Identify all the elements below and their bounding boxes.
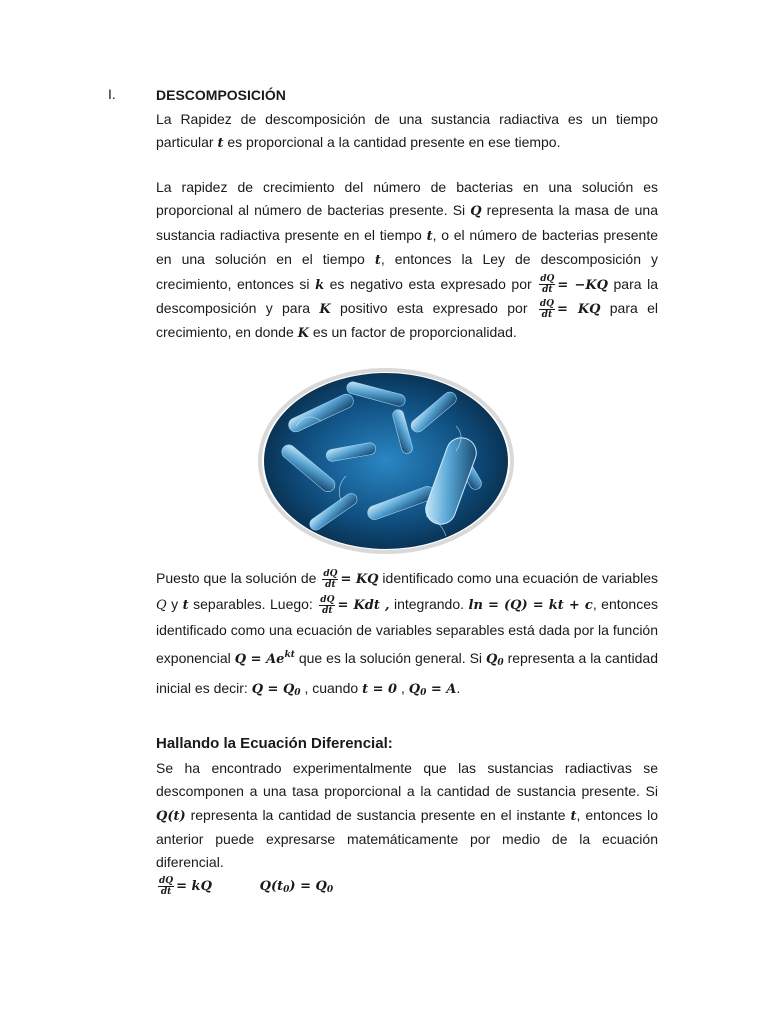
paragraph-1: La Rapidez de descomposición de una sustancia radiactiva es un tiempo particular t es proporcional a la cantidad presente en ese tiempo. — [156, 110, 658, 151]
fraction-dq-dt: $\frac{dQ}{dt}$ — [159, 876, 174, 897]
intro-block — [156, 84, 658, 156]
fraction-dq-dt: $\frac{dQ}{dt}$ — [323, 568, 338, 590]
fraction-dq-dt: $\frac{dQ}{dt}$ — [320, 594, 335, 616]
fraction-dq-dt: $\frac{dQ}{dt}$ — [539, 298, 554, 320]
section-title: DESCOMPOSICIÓN — [156, 87, 286, 103]
fraction-dq-dt: $\frac{dQ}{dt}$ — [540, 274, 555, 296]
section-number: I. — [108, 86, 116, 102]
paragraph-4: Se ha encontrado experimentalmente que las sustancias radiactivas se descomponen a una tasa proporcional a la cantidad de sustancia presente. Si Q(t) representa la cantidad de sustancia presente en el instante t, entonces lo anterior puede expresarse matemáticamente por medio de la ecuación diferencial. — [156, 760, 659, 871]
bacteria-image — [256, 366, 516, 556]
paragraph-2: La rapidez de crecimiento del número de bacterias en una solución es proporcional al número de bacterias presente. Si Q representa la masa de una sustancia radiactiva presente en el tiempo t, o el número de bacterias presente en una solución en el tiempo t, entonces la Ley de descomposición y crecimiento, entonces si k es negativo esta expresado por $\frac{dQ}{dt}$ = −KQ para la descomposición y para K positivo esta expresado por $\frac{dQ}{dt}$ = KQ para el crecimiento, en donde K es un factor de proporcionalidad. — [156, 179, 659, 342]
differential-equation: $\frac{dQ}{dt}$ = kQ $Q(t_0) = Q_0$ — [159, 876, 334, 897]
paragraph-3: Puesto que la solución de $\frac{dQ}{dt}$ = KQ identificado como una ecuación de variables Q y t separables. Luego: $\frac{dQ}{dt}$ = Kdt , integrando. ln = (Q) = kt + c, entonces identificado como una ecuación de variables separables está dada por la función exponencial $Q = Ae^{kt}$ que es la solución general. Si $Q_0$ representa a la cantidad inicial es decir: $Q = Q_0$ , cuando t = 0 , $Q_0 = A$. — [156, 568, 659, 698]
section-heading: Hallando la Ecuación Diferencial: — [156, 735, 393, 752]
